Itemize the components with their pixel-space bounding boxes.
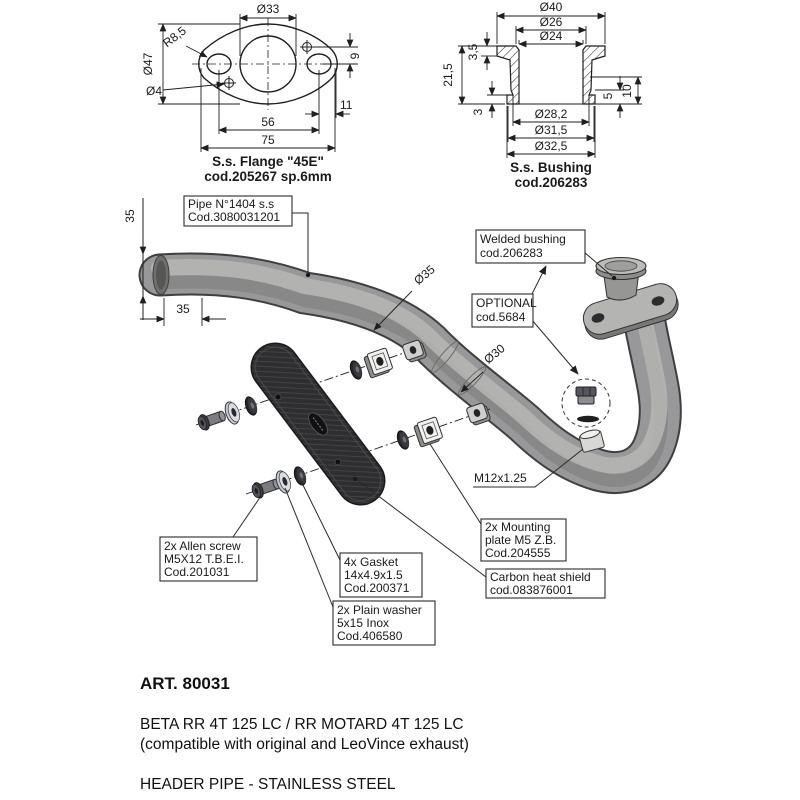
callout-mounting-plate-line3: Cod.204555 — [485, 546, 551, 560]
callout-heat-shield-line2: cod.083876001 — [490, 583, 573, 597]
callout-gasket-line3: Cod.200371 — [344, 581, 410, 595]
callout-plain-washer-line2: 5x15 Inox — [337, 616, 390, 630]
callout-pipe-line1: Pipe N°1404 s.s — [188, 197, 275, 211]
flange-dim-overall-width: 75 — [261, 133, 275, 147]
bushing-dim-bore-dia: Ø24 — [539, 29, 563, 43]
dim-pipe-end-length: 35 — [176, 302, 190, 316]
bushing-caption-line2: cod.206283 — [514, 175, 588, 190]
callout-heat-shield-line1: Carbon heat shield — [490, 570, 591, 584]
callout-gasket — [340, 553, 422, 597]
callout-allen-screw-line3: Cod.201031 — [164, 565, 230, 579]
callout-optional-line2: cod.5684 — [476, 310, 526, 324]
bushing-dim-base-outer-dia: Ø32,5 — [534, 139, 568, 153]
callout-gasket-line1: 4x Gasket — [344, 555, 399, 569]
flange-caption-line1: S.s. Flange "45E" — [212, 154, 324, 169]
bushing-dim-lip-height: 3,5 — [466, 43, 480, 61]
mounting-plate-upper — [363, 348, 394, 379]
callout-heat-shield — [486, 569, 605, 598]
flange-dim-bolt-spacing: 56 — [261, 115, 275, 129]
shield-hole-lower — [335, 459, 341, 465]
shield-hole-upper — [275, 394, 281, 400]
plain-washer-upper — [223, 400, 243, 426]
model-line1: BETA RR 4T 125 LC / RR MOTARD 4T 125 LC — [140, 716, 464, 733]
optional-plug-detail — [562, 379, 610, 427]
bushing-caption-line1: S.s. Bushing — [510, 160, 592, 175]
mounting-plate-lower — [413, 417, 444, 448]
callout-pipe-line2: Cod.3080031201 — [188, 210, 281, 224]
thread-spec-label: M12x1.25 — [474, 471, 527, 485]
callout-allen-screw-line2: M5X12 T.B.E.I. — [164, 552, 244, 566]
callout-optional-line1: OPTIONAL — [476, 296, 537, 310]
flange-small-hole-lower — [222, 76, 236, 90]
bushing-dim-base-dia: Ø31,5 — [534, 123, 568, 137]
plain-washer-lower — [274, 469, 294, 495]
callout-welded-bushing — [476, 230, 585, 263]
flange-dim-end-radius: R8,5 — [160, 23, 189, 51]
allen-screw-upper — [196, 408, 227, 432]
model-line2: (compatible with original and LeoVince exhaust) — [140, 736, 469, 753]
flange-detail-view — [141, 2, 362, 184]
callout-gasket-line2: 14x4.9x1.5 — [344, 568, 403, 582]
bushing-dim-step-height: 5 — [601, 92, 615, 100]
exploded-assembly-view — [123, 196, 682, 645]
gasket-lower-right — [395, 429, 411, 450]
callout-optional — [472, 294, 537, 327]
dim-pipe-end-dia: 35 — [123, 209, 137, 223]
product-title: HEADER PIPE - STAINLESS STEEL — [140, 776, 396, 793]
callout-plain-washer-line1: 2x Plain washer — [337, 603, 422, 617]
flange-dim-edge-offset: 11 — [340, 98, 353, 112]
gasket-lower-left — [292, 465, 308, 486]
bushing-dim-lower-height: 10 — [620, 84, 634, 98]
flange-dim-small-hole: Ø4 — [146, 84, 163, 98]
dim-pipe-dia-main: Ø35 — [411, 262, 438, 288]
footer-text-block — [140, 674, 469, 793]
callout-mounting-plate-line1: 2x Mounting — [485, 520, 551, 534]
bushing-dim-total-height: 21,5 — [441, 63, 455, 87]
optional-plug-gasket — [577, 416, 599, 422]
callout-welded-bushing-line2: cod.206283 — [480, 246, 543, 260]
callout-pipe — [184, 196, 292, 226]
flange-dim-height: Ø47 — [141, 52, 155, 76]
callout-mounting-plate — [481, 519, 566, 561]
callout-welded-bushing-line1: Welded bushing — [480, 232, 566, 246]
gasket-upper-left — [243, 395, 259, 416]
callout-allen-screw — [160, 537, 257, 581]
pipe-open-end-bore — [156, 261, 166, 290]
callout-mounting-plate-line2: plate M5 Z.B. — [485, 533, 557, 547]
bushing-dim-opening-dia: Ø26 — [539, 15, 563, 29]
bushing-detail-view — [441, 0, 642, 190]
callout-plain-washer-line3: Cod.406580 — [337, 629, 403, 643]
flange-dim-hole-offset: 9 — [348, 52, 362, 60]
optional-plug — [576, 387, 596, 404]
bushing-dim-top-dia: Ø40 — [539, 0, 563, 14]
flange-caption-line2: cod.205267 sp.6mm — [204, 169, 332, 184]
bushing-dim-base-height: 3 — [471, 108, 485, 116]
flange-dim-center-dia: Ø33 — [256, 2, 280, 16]
article-number: ART. 80031 — [140, 674, 230, 693]
bushing-dim-body-dia: Ø28,2 — [534, 107, 568, 121]
callout-plain-washer — [333, 601, 435, 645]
dim-pipe-dia-secondary: Ø30 — [481, 341, 508, 367]
gasket-upper-right — [348, 359, 364, 380]
callout-allen-screw-line1: 2x Allen screw — [164, 539, 241, 553]
